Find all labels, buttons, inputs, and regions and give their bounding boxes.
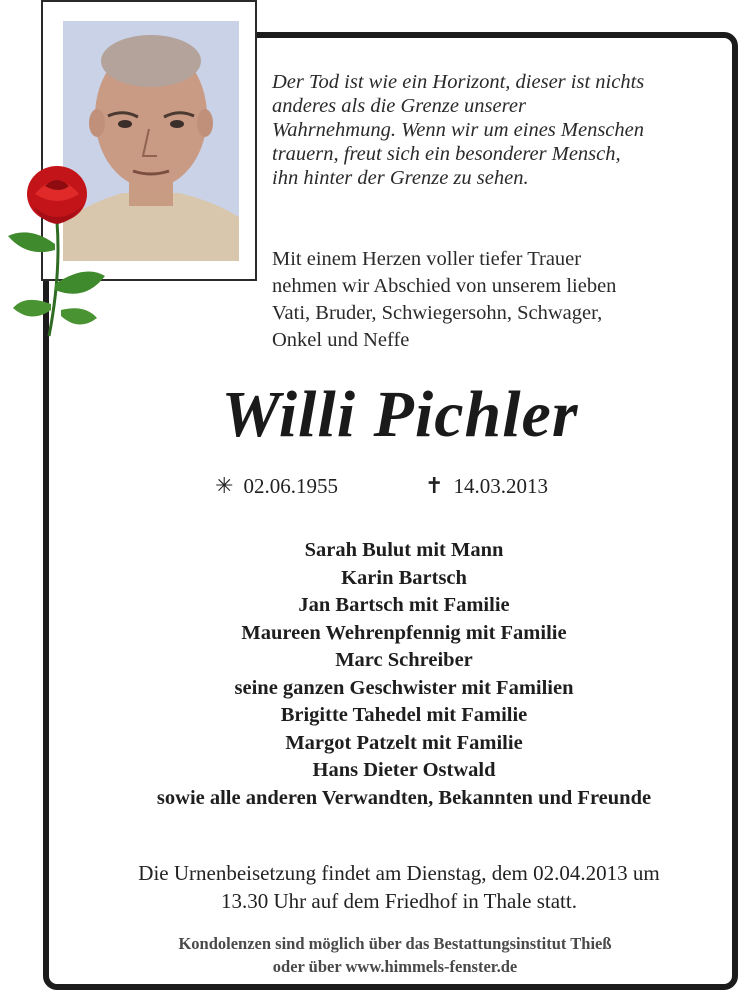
rose-icon	[5, 164, 110, 344]
death-date: 14.03.2013	[453, 474, 548, 498]
condolence-line: Kondolenzen sind möglich über das Bestattungsinstitut Thieß	[178, 934, 612, 953]
intro-line: nehmen wir Abschied von unserem lieben	[272, 275, 617, 297]
intro-line: Onkel und Neffe	[272, 329, 410, 351]
intro-text	[272, 246, 732, 354]
mourner-item: seine ganzen Geschwister mit Familien	[234, 676, 574, 699]
quote-text	[272, 70, 732, 190]
intro-line: Mit einem Herzen voller tiefer Trauer	[272, 248, 582, 270]
quote-line: Der Tod ist wie ein Horizont, dieser ist nichts	[272, 71, 645, 93]
quote-line: Wahrnehmung. Wenn wir um eines Menschen	[272, 119, 644, 141]
intro-line: Vati, Bruder, Schwiegersohn, Schwager,	[272, 302, 603, 324]
death-cross-icon: ✝	[425, 473, 444, 498]
mourner-item: Jan Bartsch mit Familie	[298, 594, 510, 616]
mourner-item: Maureen Wehrenpfennig mit Familie	[241, 621, 567, 644]
mourners-list	[0, 537, 749, 812]
condolence-line: oder über www.himmels-fenster.de	[272, 957, 518, 976]
mourner-item: Hans Dieter Ostwald	[312, 759, 496, 781]
mourner-item: Brigitte Tahedel mit Familie	[280, 704, 528, 726]
quote-line: anderes als die Grenze unserer	[272, 95, 526, 117]
life-dates	[0, 473, 749, 503]
mourner-item: Karin Bartsch	[341, 566, 467, 589]
deceased-name: Willi Pichler	[221, 378, 579, 451]
condolence-info	[0, 932, 749, 978]
birth-date-group	[215, 473, 338, 499]
birth-date: 02.06.1955	[243, 474, 338, 498]
mourner-item: sowie alle anderen Verwandten, Bekannten und Freunde	[156, 786, 652, 809]
mourner-item: Marc Schreiber	[335, 649, 473, 671]
death-date-group	[425, 473, 548, 499]
mourner-item: Sarah Bulut mit Mann	[304, 539, 504, 561]
quote-line: trauern, freut sich ein besonderer Mensch,	[272, 143, 621, 165]
burial-line: Die Urnenbeisetzung findet am Dienstag, dem 02.04.2013 um	[138, 861, 660, 885]
burial-info	[0, 859, 749, 915]
mourner-item: Margot Patzelt mit Familie	[285, 731, 523, 754]
quote-line: ihn hinter der Grenze zu sehen.	[272, 167, 529, 189]
burial-line: 13.30 Uhr auf dem Friedhof in Thale statt.	[221, 889, 577, 913]
birth-star-icon: ✳	[215, 473, 234, 498]
